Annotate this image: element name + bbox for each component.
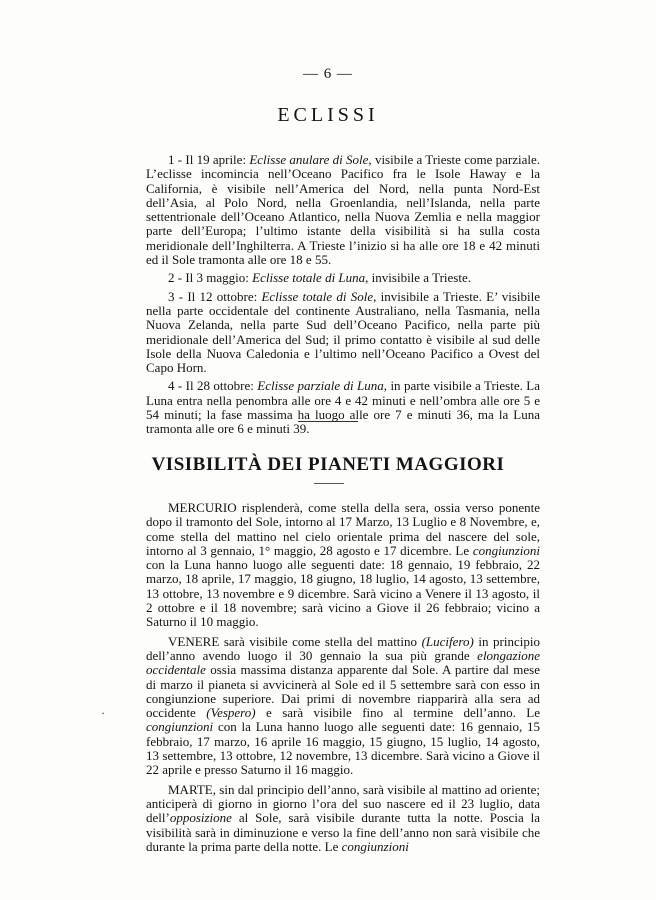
eclipse-description: , invisibile a Trieste. E’ visibile nella parte occidentale del continente Australiano, nella Tasmania, nella Nuova Zelanda, nella parte Sud dell’Oceano Pacifico, nella parte più meridionale dell’America del Sud; il primo contatto è visibile al sud delle Isole della Nuova Caledonia e l’ultimo nell’Oceano Pacifico a Ovest del Capo Horn. (146, 288, 541, 376)
text-run: VENERE sarà visibile come stella del mattino (168, 633, 422, 649)
text-run: al Sole, sarà visibile durante tutta la notte. Poscia la visibilità sarà in diminuzione e verso la fine dell’anno non sarà visibile che durante la prima parte della notte. Le (146, 810, 540, 854)
eclipse-date: 4 - Il 28 ottobre: (168, 378, 258, 394)
page-number: — 6 — (303, 66, 353, 82)
eclipse-type: Eclisse anulare di Sole (249, 152, 369, 167)
italic-term: congiunzioni (146, 719, 214, 735)
paragraph-mercurio (146, 501, 540, 630)
section-title-eclissi: ECLISSI (277, 104, 379, 126)
eclipse-type: Eclisse totale di Sole (261, 288, 374, 304)
eclipse-item (146, 153, 540, 267)
italic-term: congiunzioni (472, 542, 540, 558)
eclipse-date: 3 - Il 12 ottobre: (168, 288, 262, 304)
text-run: e sarà visibile fino al termine dell’anno. Le (255, 705, 540, 721)
eclipse-date: 1 - Il 19 aprile: (168, 152, 250, 167)
title-underline (314, 483, 344, 484)
section-divider (298, 421, 358, 422)
eclipse-item (146, 271, 540, 285)
text-run: MARTE, sin dal principio dell’anno, sarà visibile al mattino ad oriente; anticiperà di giorno in giorno l’ora del suo nascere ed il 23 luglio, data dell’ (146, 781, 540, 826)
text-run: in principio dell’anno avendo luogo il 30 gennaio la sua più grande (146, 633, 540, 663)
eclissi-list (146, 153, 540, 441)
eclipse-date: 2 - Il 3 maggio: (168, 270, 253, 286)
eclipse-type: Eclisse parziale di Luna (257, 378, 384, 394)
italic-term: (Lucifero) (421, 633, 474, 649)
eclipse-description: , visibile a Trieste come parziale. L’eclisse incomincia nell’Oceano Pacifico fra le Isole Haway e la California, è visibile nell’America del Nord, nella punta Nord-Est dell’Asia, al Polo Nord, nella Groenlandia, nell’Islanda, nella parte settentrionale dell’Oceano Atlantico, nella Nuova Zemlia e nella maggior parte dell’Europa; l’ultimo istante della visibilità si ha sulla costa meridionale dell’Inghilterra. A Trieste l’inizio si ha alle ore 18 e 42 minuti ed il Sole tramonta alle ore 18 e 55. (146, 152, 540, 268)
eclipse-item (146, 379, 540, 436)
text-run: con la Luna hanno luogo alle seguenti date: 16 gennaio, 15 febbraio, 17 marzo, 16 aprile 16 maggio, 15 giugno, 15 luglio, 14 agosto, 13 settembre, 13 ottobre, 12 novembre, 13 dicembre. Sarà vicino a Giove il 22 aprile e presso Saturno il 16 maggio. (146, 719, 540, 778)
text-run: MERCURIO risplenderà, come stella della sera, ossia verso ponente dopo il tramonto del Sole, intorno al 17 Marzo, 13 Luglio e 8 Novembre, e, come stella del mattino nel cielo orientale prima del nascere del sole, intorno al 3 gennaio, 1° maggio, 28 agosto e 17 dicembre. Le (146, 500, 540, 558)
eclipse-description: , invisibile a Trieste. (365, 270, 471, 286)
text-run: ossia massima distanza apparente dal Sole. A partire dal mese di marzo il pianeta si avvicinerà al Sole ed il 5 settembre sarà con esso in congiunzione superiore. Dai primi di novembre riapparirà alla sera ad occidente (146, 662, 540, 721)
eclipse-item (146, 290, 540, 376)
italic-term: opposizione (169, 810, 232, 826)
italic-term: elongazione occidentale (146, 647, 540, 678)
eclipse-type: Eclisse totale di Luna (252, 270, 366, 286)
margin-dot: · (101, 706, 105, 720)
text-run: con la Luna hanno luogo alle seguenti date: 18 gennaio, 19 febbraio, 22 marzo, 18 aprile, 17 maggio, 18 giugno, 18 luglio, 14 agosto, 13 settembre, 13 ottobre, 13 novembre e 9 dicembre. Sarà vicino a Venere il 13 agosto, il 2 ottobre e il 18 novembre; sarà vicino a Giove il 26 febbraio; vicino a Saturno il 10 maggio. (146, 557, 540, 630)
section-title-pianeti: VISIBILITÀ DEI PIANETI MAGGIORI (151, 454, 505, 475)
italic-term: congiunzioni (341, 838, 409, 854)
pianeti-section (146, 501, 540, 859)
paragraph-marte (146, 783, 540, 854)
italic-term: (Vespero) (206, 705, 256, 721)
eclipse-description: , in parte visibile a Trieste. La Luna entra nella penombra alle ore 4 e 42 minuti e nell’ombra alle ore 5 e 54 minuti; la fase massima ha luogo alle ore 7 e minuti 36, ma la Luna tramonta alle ore 6 e minuti 39. (146, 378, 540, 437)
paragraph-venere (146, 635, 540, 778)
